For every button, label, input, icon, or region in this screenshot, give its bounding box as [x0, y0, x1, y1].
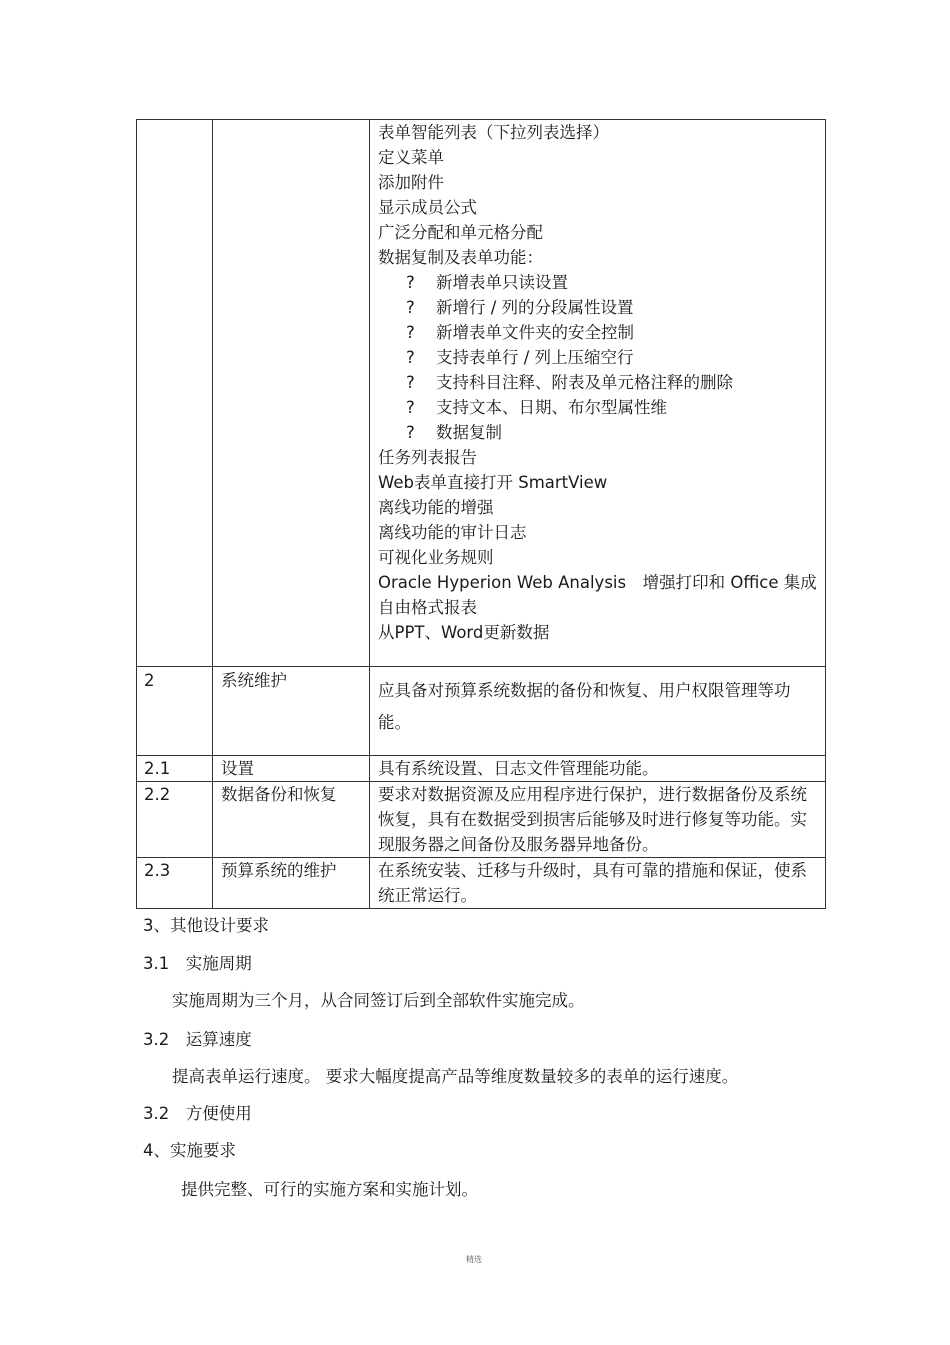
table-row: [137, 858, 826, 909]
cell-desc: 具有系统设置、日志文件管理能功能。: [370, 756, 826, 782]
bullet-item: ? 新增行 / 列的分段属性设置: [378, 295, 819, 320]
cell-name: 设置: [213, 756, 370, 782]
table-row: [137, 667, 826, 756]
feature-item: 添加附件: [378, 173, 444, 192]
feature-item: 任务列表报告: [378, 448, 477, 467]
section-3-1-heading: 3.1 实施周期: [143, 954, 252, 973]
cell-name: 数据备份和恢复: [213, 782, 370, 858]
cell-name: 系统维护: [213, 667, 370, 756]
bullet-marker: ?: [406, 273, 415, 292]
feature-item: 数据复制及表单功能：: [378, 248, 543, 267]
section-3-1-text: 实施周期为三个月，从合同签订后到全部软件实施完成。: [172, 991, 585, 1010]
bullet-item: ? 数据复制: [378, 420, 819, 445]
feature-item: 表单智能列表（下拉列表选择）: [378, 123, 609, 142]
feature-item: 定义菜单: [378, 148, 444, 167]
table-row: [137, 756, 826, 782]
bullet-item: ? 新增表单只读设置: [378, 270, 819, 295]
table-row-continuation: [137, 120, 826, 667]
feature-item: 广泛分配和单元格分配: [378, 223, 543, 242]
cell-num: 2.3: [137, 858, 213, 909]
feature-item: 显示成员公式: [378, 198, 477, 217]
cell-desc: 应具备对预算系统数据的备份和恢复、用户权限管理等功能。: [370, 667, 826, 756]
cell-num: 2.2: [137, 782, 213, 858]
bullet-marker: ?: [406, 373, 415, 392]
cell-desc: 在系统安装、迁移与升级时，具有可靠的措施和保证，使系统正常运行。: [370, 858, 826, 909]
section-4-heading: 4、实施要求: [143, 1141, 236, 1160]
feature-item: 从PPT、Word更新数据: [378, 623, 550, 642]
bullet-marker: ?: [406, 398, 415, 417]
bullet-item: ? 支持文本、日期、布尔型属性维: [378, 395, 819, 420]
cell-num: 2: [137, 667, 213, 756]
cell-name: 预算系统的维护: [213, 858, 370, 909]
feature-item-wrapped: Oracle Hyperion Web Analysis 增强打印和 Office 集成: [378, 573, 817, 592]
bullet-marker: ?: [406, 423, 415, 442]
feature-item: Web表单直接打开 SmartView: [378, 473, 608, 492]
bullet-item: ? 支持科目注释、附表及单元格注释的删除: [378, 370, 819, 395]
footer-mark: 精选: [466, 1255, 482, 1264]
feature-item: 离线功能的增强: [378, 498, 494, 517]
requirements-table: [136, 119, 826, 909]
section-3-2-text: 提高表单运行速度。 要求大幅度提高产品等维度数量较多的表单的运行速度。: [172, 1067, 739, 1086]
bullet-marker: ?: [406, 298, 415, 317]
cell-num: 2.1: [137, 756, 213, 782]
feature-item: 自由格式报表: [378, 598, 477, 617]
cell-name: [213, 120, 370, 667]
bullet-marker: ?: [406, 348, 415, 367]
section-4-text: 提供完整、可行的实施方案和实施计划。: [181, 1180, 478, 1199]
bullet-item: ? 新增表单文件夹的安全控制: [378, 320, 819, 345]
section-3-2-heading: 3.2 运算速度: [143, 1030, 252, 1049]
cell-num: [137, 120, 213, 667]
feature-item: 离线功能的审计日志: [378, 523, 527, 542]
feature-item: 可视化业务规则: [378, 548, 494, 567]
section-3-2b-heading: 3.2 方便使用: [143, 1104, 252, 1123]
table-row: [137, 782, 826, 858]
bullet-item: ? 支持表单行 / 列上压缩空行: [378, 345, 819, 370]
section-3-heading: 3、其他设计要求: [143, 916, 269, 935]
cell-desc: 要求对数据资源及应用程序进行保护，进行数据备份及系统恢复，具有在数据受到损害后能够及时进行修复等功能。实现服务器之间备份及服务器异地备份。: [370, 782, 826, 858]
cell-feature-list: [370, 120, 826, 667]
bullet-marker: ?: [406, 323, 415, 342]
